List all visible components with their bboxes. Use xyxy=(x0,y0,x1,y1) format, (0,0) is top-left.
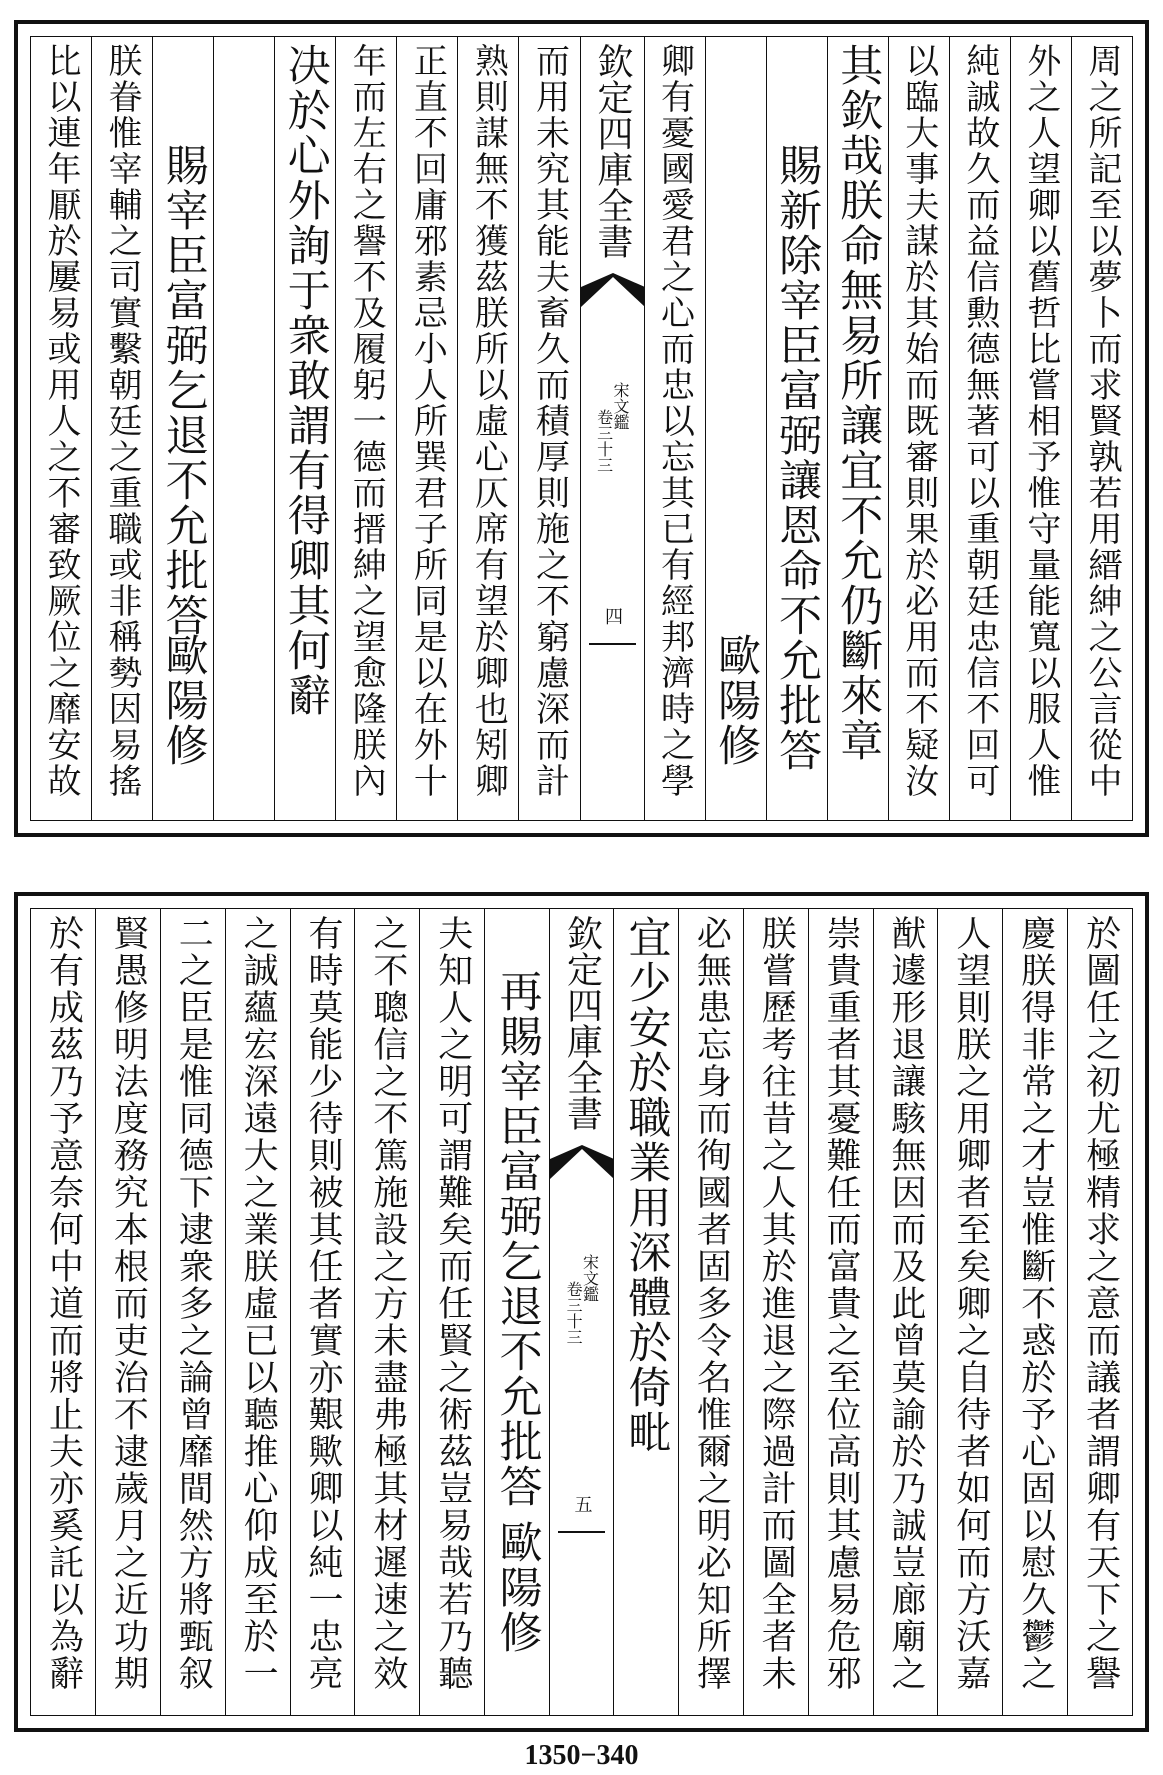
top-page-frame xyxy=(30,36,1133,821)
column-text: 猷遽形退讓駭無因而及此曾莫諭於乃誠豈廊廟之 xyxy=(885,915,926,1692)
spine-rule xyxy=(558,1531,605,1533)
column-text: 朕嘗歷考往昔之人其於進退之際過計而圖全者未 xyxy=(756,915,797,1692)
text-column xyxy=(888,37,949,820)
column-text: 之誠蘊宏深遠大之業朕虛已以聽推心仰成至於一 xyxy=(238,915,279,1692)
column-text: 卿有憂國愛君之心而忠以忘其已有經邦濟時之學 xyxy=(654,43,695,799)
column-text: 以臨大事夫謀於其始而既審則果於必用而不疑汝 xyxy=(898,43,939,799)
text-column xyxy=(518,37,579,820)
column-text: 人望則朕之用卿者至矣卿之自待者如何而方沃嘉 xyxy=(950,915,991,1692)
column-text: 夫知人之明可謂難矣而任賢之術茲豈易哉若乃聽 xyxy=(432,915,473,1692)
text-column xyxy=(937,909,1002,1715)
column-text: 有時莫能少待則被其任者實亦艱歟卿以純一忠亮 xyxy=(302,915,343,1692)
column-text: 於有成茲乃予意奈何中道而將止夫亦奚託以為辭 xyxy=(43,915,84,1692)
spine-folio: 四 xyxy=(602,607,623,625)
section-author: 歐陽修 xyxy=(711,633,762,768)
section-title-column xyxy=(766,37,827,820)
text-column xyxy=(613,909,678,1715)
column-text: 必無患忘身而徇國者固多令名惟爾之明必知所擇 xyxy=(691,915,732,1692)
text-column xyxy=(396,37,457,820)
column-text: 於圖任之初尤極精求之意而議者謂卿有天下之譽 xyxy=(1080,915,1121,1692)
column-text: 崇貴重者其憂難任而富貴之至位高則其慮易危邪 xyxy=(821,915,862,1692)
column-text: 之不聰信之不篤施設之方未盡弗極其材遲速之效 xyxy=(367,915,408,1692)
book-spine xyxy=(549,909,613,1715)
spine-sub-b: 卷三十三 xyxy=(564,1281,584,1345)
text-column xyxy=(457,37,518,820)
text-column xyxy=(419,909,484,1715)
spine-folio: 五 xyxy=(571,1495,593,1513)
text-column xyxy=(274,37,335,820)
section-column xyxy=(484,909,549,1715)
section-title: 再賜宰臣富弼乞退不允批答 xyxy=(492,969,543,1509)
section-title: 賜新除宰臣富弼讓恩命不允批答 xyxy=(772,143,823,773)
text-column xyxy=(91,37,152,820)
section2-title: 賜宰臣富弼乞退不允批答 xyxy=(158,143,209,638)
column-text: 其欽哉朕命無易所讓宜不允仍斷來章 xyxy=(833,43,884,763)
text-column xyxy=(1002,909,1067,1715)
text-column xyxy=(95,909,160,1715)
text-column xyxy=(335,37,396,820)
blank-column xyxy=(213,37,274,820)
text-column xyxy=(31,909,95,1715)
section-author: 歐陽修 xyxy=(492,1520,543,1655)
text-column xyxy=(1067,909,1132,1715)
section2-author: 歐陽修 xyxy=(158,633,209,768)
text-column xyxy=(1010,37,1071,820)
fishtail-mark-icon xyxy=(550,1145,614,1179)
text-column xyxy=(644,37,705,820)
spine-title: 欽定四庫全書 xyxy=(561,915,603,1131)
text-column xyxy=(290,909,355,1715)
column-text: 正直不回庸邪素忌小人所巽君子所同是以在外十 xyxy=(407,43,448,799)
page-number: 1350−340 xyxy=(524,1740,639,1771)
text-column xyxy=(678,909,743,1715)
column-text: 賢愚修明法度務究本根而吏治不逮歲月之近功期 xyxy=(108,915,149,1692)
bottom-page xyxy=(14,892,1149,1732)
column-text: 純誠故久而益信勲德無著可以重朝廷忠信不回可 xyxy=(959,43,1000,799)
column-text: 外之人望卿以舊哲比嘗相予惟守量能寬以服人惟 xyxy=(1020,43,1061,799)
text-column xyxy=(31,37,91,820)
text-column xyxy=(225,909,290,1715)
text-column xyxy=(743,909,808,1715)
column-text: 慶朕得非常之才豈惟斷不惑於予心固以慰久鬱之 xyxy=(1015,915,1056,1692)
spine-sub-b: 卷三十三 xyxy=(594,409,614,473)
section2-column xyxy=(152,37,213,820)
author-column xyxy=(705,37,766,820)
spine-sub-a: 宋文鑑 xyxy=(580,1254,600,1302)
column-text: 而用未究其能夫畜久而積厚則施之不窮慮深而計 xyxy=(529,43,570,799)
text-column xyxy=(808,909,873,1715)
text-column xyxy=(827,37,888,820)
text-column xyxy=(160,909,225,1715)
column-text: 年而左右之譽不及履躬一德而搢紳之望愈隆朕內 xyxy=(346,43,387,799)
column-text: 宜少安於職業用深體於倚毗 xyxy=(621,915,672,1455)
column-text: 决於心外詢于衆敢謂有得卿其何辭 xyxy=(280,43,331,718)
column-text: 熟則謀無不獲茲朕所以虛心仄席有望於卿也矧卿 xyxy=(468,43,509,799)
column-text: 朕眷惟宰輔之司實繫朝廷之重職或非稱勢因易搖 xyxy=(102,43,143,799)
text-column xyxy=(1071,37,1132,820)
text-column xyxy=(949,37,1010,820)
book-spine xyxy=(580,37,644,820)
text-column xyxy=(873,909,938,1715)
spine-title: 欽定四庫全書 xyxy=(592,43,633,259)
bottom-page-frame xyxy=(30,908,1133,1716)
fishtail-mark-icon xyxy=(581,273,645,307)
column-text: 二之臣是惟同德下逮衆多之論曾靡間然方將甄叙 xyxy=(173,915,214,1692)
top-page xyxy=(14,20,1149,837)
column-text: 比以連年厭於屢易或用人之不審致厥位之靡安故 xyxy=(40,43,81,799)
spine-sub-a: 宋文鑑 xyxy=(610,382,630,430)
column-text: 周之所記至以夢卜而求賢孰若用縉紳之公言從中 xyxy=(1081,43,1122,799)
spine-rule xyxy=(589,643,636,645)
text-column xyxy=(354,909,419,1715)
